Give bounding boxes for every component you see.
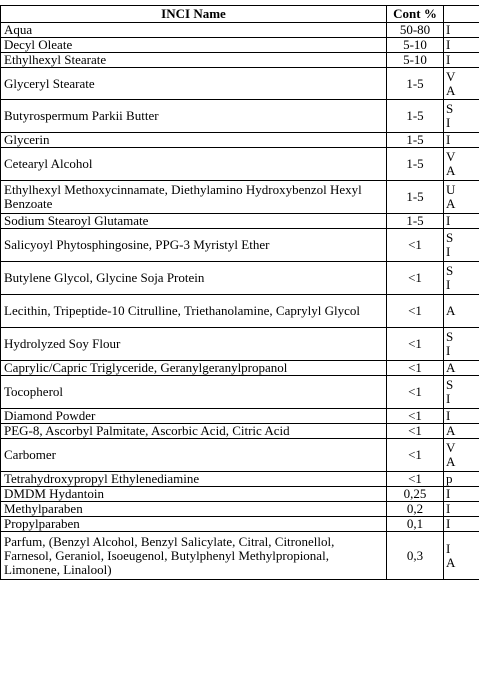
table-row: [1, 214, 479, 229]
table-body: [1, 23, 479, 580]
function-cell: U A: [444, 181, 479, 214]
ingredient-name-cell: Tocopherol: [1, 376, 387, 409]
function-cell: I A: [444, 532, 479, 580]
table-row: [1, 68, 479, 100]
content-percent-cell: 1-5: [387, 181, 444, 214]
ingredients-sheet: [0, 5, 479, 580]
function-cell: I: [444, 409, 479, 424]
table-row: [1, 517, 479, 532]
content-percent-cell: <1: [387, 472, 444, 487]
content-percent-cell: <1: [387, 409, 444, 424]
ingredient-name-cell: Glyceryl Stearate: [1, 68, 387, 100]
table-row: [1, 376, 479, 409]
content-percent-cell: 0,2: [387, 502, 444, 517]
content-percent-cell: <1: [387, 439, 444, 472]
function-cell: S I: [444, 100, 479, 133]
content-percent-cell: 0,1: [387, 517, 444, 532]
table-row: [1, 148, 479, 181]
function-cell: I: [444, 487, 479, 502]
content-percent-cell: 1-5: [387, 100, 444, 133]
content-percent-cell: <1: [387, 328, 444, 361]
table-row: [1, 361, 479, 376]
ingredient-name-cell: Lecithin, Tripeptide-10 Citrulline, Triethanolamine, Caprylyl Glycol: [1, 295, 387, 328]
content-percent-cell: <1: [387, 424, 444, 439]
table-row: [1, 487, 479, 502]
ingredient-name-cell: Cetearyl Alcohol: [1, 148, 387, 181]
ingredient-name-cell: Tetrahydroxypropyl Ethylenediamine: [1, 472, 387, 487]
table-row: [1, 502, 479, 517]
function-cell: p: [444, 472, 479, 487]
content-percent-cell: 5-10: [387, 38, 444, 53]
ingredient-name-cell: PEG-8, Ascorbyl Palmitate, Ascorbic Acid, Citric Acid: [1, 424, 387, 439]
table-row: [1, 532, 479, 580]
function-cell: I: [444, 517, 479, 532]
table-row: [1, 38, 479, 53]
content-percent-cell: 50-80: [387, 23, 444, 38]
content-percent-cell: 1-5: [387, 133, 444, 148]
content-percent-cell: 1-5: [387, 214, 444, 229]
table-row: [1, 262, 479, 295]
ingredient-name-cell: Carbomer: [1, 439, 387, 472]
content-percent-cell: <1: [387, 295, 444, 328]
ingredient-name-cell: Salicyoyl Phytosphingosine, PPG-3 Myristyl Ether: [1, 229, 387, 262]
function-cell: I: [444, 214, 479, 229]
content-percent-cell: <1: [387, 262, 444, 295]
table-row: [1, 409, 479, 424]
ingredient-name-cell: Diamond Powder: [1, 409, 387, 424]
function-cell: A: [444, 361, 479, 376]
function-cell: I: [444, 23, 479, 38]
function-cell: V A: [444, 439, 479, 472]
function-cell: A: [444, 295, 479, 328]
content-percent-cell: 1-5: [387, 68, 444, 100]
content-percent-cell: 5-10: [387, 53, 444, 68]
ingredient-name-cell: Glycerin: [1, 133, 387, 148]
function-cell: S I: [444, 229, 479, 262]
table-row: [1, 100, 479, 133]
table-row: [1, 53, 479, 68]
content-percent-cell: <1: [387, 376, 444, 409]
ingredient-name-cell: Aqua: [1, 23, 387, 38]
ingredient-name-cell: Ethylhexyl Methoxycinnamate, Diethylamino Hydroxybenzol Hexyl Benzoate: [1, 181, 387, 214]
content-percent-cell: <1: [387, 361, 444, 376]
ingredient-name-cell: Propylparaben: [1, 517, 387, 532]
table-row: [1, 472, 479, 487]
function-cell: I: [444, 53, 479, 68]
table-row: [1, 133, 479, 148]
table-row: [1, 295, 479, 328]
ingredients-table: [0, 5, 479, 580]
table-row: [1, 424, 479, 439]
ingredient-name-cell: Caprylic/Capric Triglyceride, Geranylgeranylpropanol: [1, 361, 387, 376]
function-cell: I: [444, 133, 479, 148]
table-row: [1, 328, 479, 361]
function-cell: I: [444, 38, 479, 53]
ingredient-name-cell: Methylparaben: [1, 502, 387, 517]
function-cell: S I: [444, 262, 479, 295]
content-percent-cell: 0,3: [387, 532, 444, 580]
content-percent-header: Cont %: [387, 6, 444, 23]
function-cell: S I: [444, 328, 479, 361]
table-row: [1, 23, 479, 38]
ingredient-name-cell: Hydrolyzed Soy Flour: [1, 328, 387, 361]
ingredient-name-cell: DMDM Hydantoin: [1, 487, 387, 502]
table-header-row: [1, 6, 479, 23]
ingredient-name-cell: Butylene Glycol, Glycine Soja Protein: [1, 262, 387, 295]
table-row: [1, 439, 479, 472]
content-percent-cell: 1-5: [387, 148, 444, 181]
function-cell: I: [444, 502, 479, 517]
function-header: [444, 6, 479, 23]
content-percent-cell: 0,25: [387, 487, 444, 502]
ingredient-name-cell: Ethylhexyl Stearate: [1, 53, 387, 68]
function-cell: V A: [444, 68, 479, 100]
ingredient-name-cell: Parfum, (Benzyl Alcohol, Benzyl Salicylate, Citral, Citronellol, Farnesol, Geraniol, Isoeugenol, Butylphenyl Methylpropional, Limonene, Linalool): [1, 532, 387, 580]
ingredient-name-cell: Butyrospermum Parkii Butter: [1, 100, 387, 133]
function-cell: V A: [444, 148, 479, 181]
function-cell: A: [444, 424, 479, 439]
table-row: [1, 181, 479, 214]
ingredient-name-cell: Sodium Stearoyl Glutamate: [1, 214, 387, 229]
ingredient-name-cell: Decyl Oleate: [1, 38, 387, 53]
table-row: [1, 229, 479, 262]
function-cell: S I: [444, 376, 479, 409]
inci-name-header: INCI Name: [1, 6, 387, 23]
content-percent-cell: <1: [387, 229, 444, 262]
